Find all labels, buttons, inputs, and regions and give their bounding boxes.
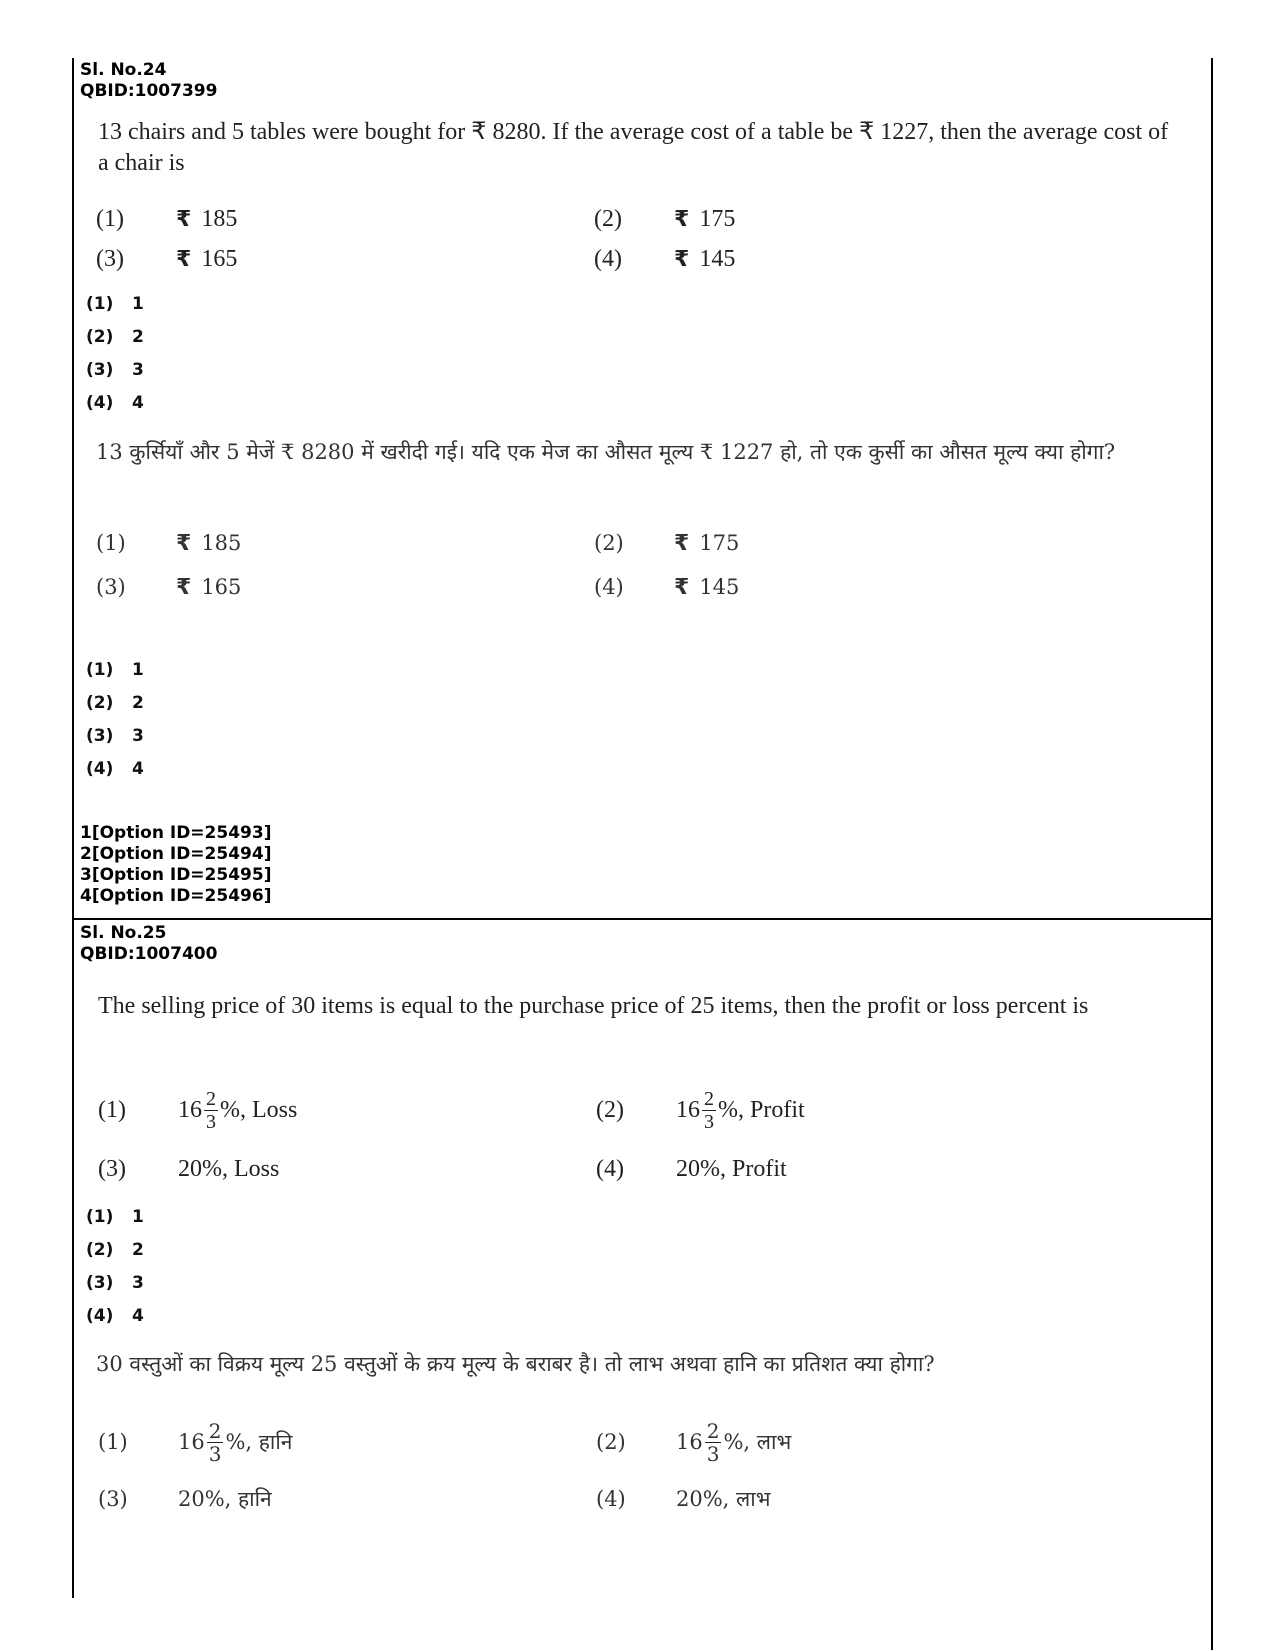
option-number: (4) <box>594 575 624 599</box>
option-number: (1) <box>96 531 126 555</box>
q24-hi-answer-2: (2) 2 <box>86 693 144 713</box>
option-number: (4) <box>596 1156 624 1182</box>
option-number: (2) <box>596 1097 624 1123</box>
option-value: 175 <box>699 206 736 232</box>
q24-hi-option-4 <box>594 570 739 604</box>
q24-qbid: QBID:1007399 <box>80 81 218 101</box>
q24-hi-answer-3: (3) 3 <box>86 726 144 746</box>
q24-answer-1: (1) 1 <box>86 294 144 314</box>
q25-sl-no: Sl. No.25 <box>80 923 167 943</box>
q24-hi-answer-4: (4) 4 <box>86 759 144 779</box>
q24-question-english: 13 chairs and 5 tables were bought for ₹ 8280. If the average cost of a table be ₹ 1227, then the average cost of a chair is <box>98 119 1169 176</box>
rupee-symbol: ₹ <box>674 575 690 600</box>
option-number: (3) <box>98 1487 128 1511</box>
q25-answer-3: (3) 3 <box>86 1273 144 1293</box>
option-number: (1) <box>98 1430 128 1454</box>
q25-en-option-1 <box>98 1080 297 1140</box>
q25-answer-1: (1) 1 <box>86 1207 144 1227</box>
mixed-fraction: 16 $\frac{2}{3}$ %, Profit <box>676 1087 805 1133</box>
option-number: (3) <box>98 1156 126 1182</box>
option-value: 145 <box>699 575 740 599</box>
option-value: 165 <box>201 575 242 599</box>
q24-answer-3: (3) 3 <box>86 360 144 380</box>
option-value: 185 <box>201 206 238 232</box>
option-value: 20%, Loss <box>178 1156 280 1182</box>
q24-sl-no: Sl. No.24 <box>80 60 167 80</box>
option-number: (4) <box>594 246 622 272</box>
q24-answer-2: (2) 2 <box>86 327 144 347</box>
option-number: (3) <box>96 246 124 272</box>
option-number: (4) <box>596 1487 626 1511</box>
q25-question-hindi: 30 वस्तुओं का विक्रय मूल्य 25 वस्तुओं के क्रय मूल्य के बराबर है। तो लाभ अथवा हानि का प्रतिशत क्या होगा? <box>96 1352 935 1376</box>
q25-en-option-4 <box>596 1152 787 1186</box>
option-number: (1) <box>96 206 124 232</box>
q25-hi-option-2 <box>596 1412 791 1472</box>
q25-hi-option-3 <box>98 1482 272 1516</box>
q24-answer-4: (4) 4 <box>86 393 144 413</box>
q25-answer-2: (2) 2 <box>86 1240 144 1260</box>
q24-hi-option-2 <box>594 526 739 560</box>
q24-en-option-4 <box>594 242 735 276</box>
option-value: 20%, हानि <box>178 1487 272 1511</box>
option-number: (2) <box>594 531 624 555</box>
q24-option-id-4: 4[Option ID=25496] <box>80 886 272 906</box>
q25-qbid: QBID:1007400 <box>80 944 218 964</box>
q24-option-id-3: 3[Option ID=25495] <box>80 865 272 885</box>
left-border <box>72 58 74 1598</box>
q24-hi-option-1 <box>96 526 241 560</box>
option-value: 20%, लाभ <box>676 1487 771 1511</box>
q24-en-option-3 <box>96 242 237 276</box>
option-value: 20%, Profit <box>676 1156 787 1182</box>
q25-hi-option-4 <box>596 1482 770 1516</box>
q25-hi-option-1 <box>98 1412 292 1472</box>
q24-en-option-2 <box>594 202 735 236</box>
rupee-symbol: ₹ <box>674 531 690 556</box>
rupee-symbol: ₹ <box>176 531 192 556</box>
rupee-symbol: ₹ <box>176 575 192 600</box>
q25-answer-4: (4) 4 <box>86 1306 144 1326</box>
option-number: (1) <box>98 1097 126 1123</box>
option-value: 185 <box>201 531 242 555</box>
q25-question-english: The selling price of 30 items is equal to the purchase price of 25 items, then the profit or loss percent is <box>98 993 1089 1019</box>
rupee-symbol: ₹ <box>674 207 690 232</box>
option-number: (3) <box>96 575 126 599</box>
option-value: 145 <box>699 246 736 272</box>
mixed-fraction: 16 $\frac{2}{3}$ %, लाभ <box>676 1418 792 1466</box>
right-border <box>1211 58 1213 1650</box>
q24-hi-answer-1: (1) 1 <box>86 660 144 680</box>
question-divider <box>72 918 1213 920</box>
option-number: (2) <box>594 206 622 232</box>
rupee-symbol: ₹ <box>176 207 192 232</box>
mixed-fraction: 16 $\frac{2}{3}$ %, Loss <box>178 1087 298 1133</box>
q24-option-id-2: 2[Option ID=25494] <box>80 844 272 864</box>
option-value: 165 <box>201 246 238 272</box>
rupee-symbol: ₹ <box>674 247 690 272</box>
q25-en-option-3 <box>98 1152 279 1186</box>
q24-hi-option-3 <box>96 570 241 604</box>
option-value: 175 <box>699 531 740 555</box>
rupee-symbol: ₹ <box>176 247 192 272</box>
q24-question-hindi: 13 कुर्सियाँ और 5 मेजें ₹ 8280 में खरीदी गई। यदि एक मेज का औसत मूल्य ₹ 1227 हो, तो एक कुर्सी का औसत मूल्य क्या होगा? <box>96 440 1116 464</box>
q24-en-option-1 <box>96 202 237 236</box>
option-number: (2) <box>596 1430 626 1454</box>
mixed-fraction: 16 $\frac{2}{3}$ %, हानि <box>178 1418 293 1466</box>
q25-en-option-2 <box>596 1080 805 1140</box>
q24-option-id-1: 1[Option ID=25493] <box>80 823 272 843</box>
